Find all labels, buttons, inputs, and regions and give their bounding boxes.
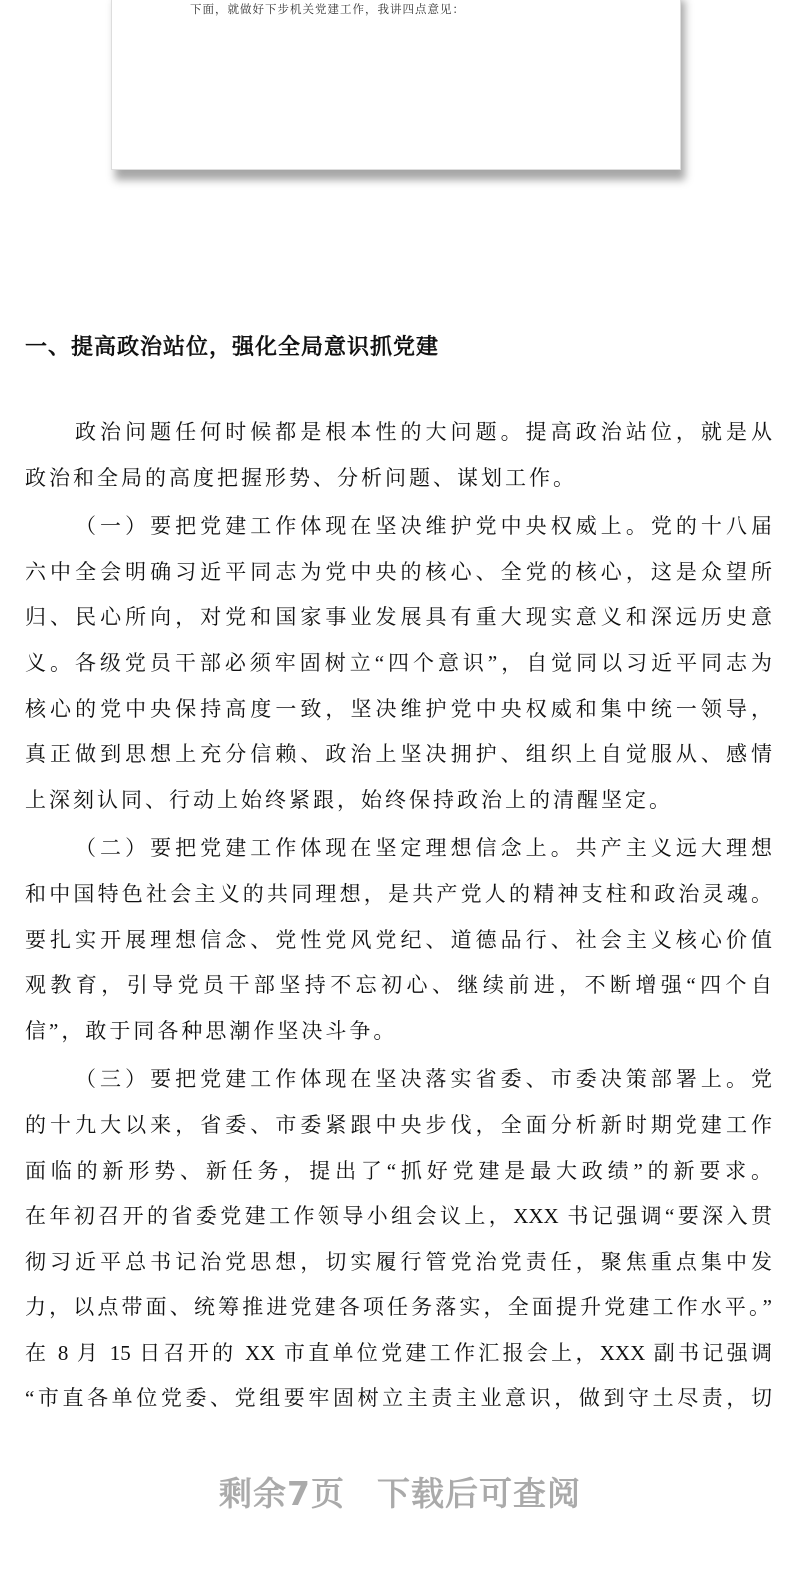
paragraph-line: 在年初召开的省委党建工作领导小组会议上，XXX 书记强调“要深入贯	[25, 1204, 772, 1229]
paragraph-line: 信”，敢于同各种思潮作坚决斗争。	[25, 1018, 398, 1043]
paragraph-line: （三）要把党建工作体现在坚决落实省委、市委决策部署上。党	[75, 1067, 772, 1092]
paragraph	[25, 410, 772, 501]
paragraph-line: 的十九大以来，省委、市委紧跟中央步伐，全面分析新时期党建工作	[25, 1112, 772, 1137]
paragraph-line: 彻习近平总书记治党思想，切实履行管党治党责任，聚焦重点集中发	[25, 1249, 772, 1274]
remaining-pages-label[interactable]: 剩余7页	[219, 1474, 345, 1513]
paragraph-line: 力，以点带面、统筹推进党建各项任务落实，全面提升党建工作水平。”	[25, 1295, 772, 1320]
paragraph-line: 核心的党中央保持高度一致，坚决维护党中央权威和集中统一领导，	[25, 696, 772, 721]
paragraph-line: 观教育，引导党员干部坚持不忘初心、继续前进，不断增强“四个自	[25, 973, 772, 998]
download-prompt[interactable]	[0, 1468, 800, 1515]
section-heading: 一、提高政治站位，强化全局意识抓党建	[25, 335, 440, 360]
paragraph	[25, 504, 772, 823]
document-body	[25, 410, 772, 1425]
paragraph-line: 义。各级党员干部必须牢固树立“四个意识”，自觉同以习近平同志为	[25, 650, 772, 675]
paragraph-line: 六中全会明确习近平同志为党中央的核心、全党的核心，这是众望所	[25, 559, 772, 584]
paragraph-line: 政治和全局的高度把握形势、分析问题、谋划工作。	[25, 465, 577, 490]
paragraph-line: 在 8 月 15 日召开的 XX 市直单位党建工作汇报会上，XXX 副书记强调	[25, 1340, 772, 1365]
paragraph-line: 上深刻认同、行动上始终紧跟，始终保持政治上的清醒坚定。	[25, 787, 673, 812]
paragraph-line: 归、民心所向，对党和国家事业发展具有重大现实意义和深远历史意	[25, 605, 772, 630]
paragraph-line: 真正做到思想上充分信赖、政治上坚决拥护、组织上自觉服从、感情	[25, 742, 772, 767]
paragraph-line: 要扎实开展理想信念、党性党风党纪、道德品行、社会主义核心价值	[25, 927, 772, 952]
preview-page-card	[111, 0, 681, 170]
download-to-view-label[interactable]: 下载后可查阅	[376, 1474, 581, 1513]
paragraph-line: （二）要把党建工作体现在坚定理想信念上。共产主义远大理想	[75, 836, 772, 861]
paragraph	[25, 826, 772, 1054]
paragraph-line: 政治问题任何时候都是根本性的大问题。提高政治站位，就是从	[75, 420, 772, 444]
paragraph-line: （一）要把党建工作体现在坚决维护党中央权威上。党的十八届	[75, 514, 772, 539]
paragraph-line: 面临的新形势、新任务，提出了“抓好党建是最大政绩”的新要求。	[25, 1158, 772, 1183]
preview-page-text: 下面，就做好下步机关党建工作，我讲四点意见：	[190, 4, 465, 16]
paragraph-line: 和中国特色社会主义的共同理想，是共产党人的精神支柱和政治灵魂。	[25, 881, 772, 906]
paragraph-line: “市直各单位党委、党组要牢固树立主责主业意识，做到守土尽责，切	[25, 1386, 772, 1411]
paragraph	[25, 1057, 772, 1422]
